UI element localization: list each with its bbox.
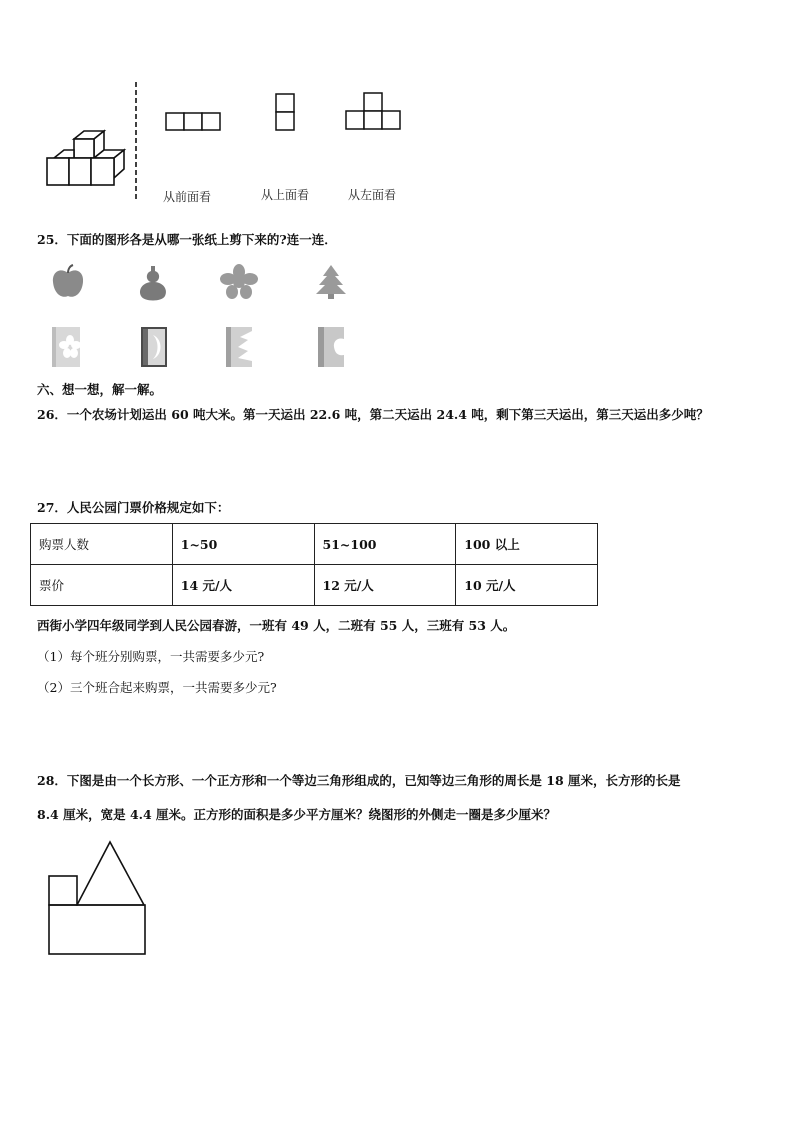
paper-with-moon-hole-icon [141,327,167,367]
table-cell: 14 元/人 [172,565,314,606]
question-27-description: 西街小学四年级同学到人民公园春游，一班有 49 人，二班有 55 人，三班有 53 人。 [37,618,516,633]
question-25: 25．下面的图形各是从哪一张纸上剪下来的?连一连． [37,232,337,247]
table-row [31,524,598,565]
table-cell: 票价 [31,565,173,606]
table-cell: 购票人数 [31,524,173,565]
front-view-figure [165,112,222,131]
question-28-line-2: 8.4 厘米，宽是 4.4 厘米。正方形的面积是多少平方厘米？绕图形的外侧走一圈是多少厘米？ [37,807,557,822]
left-view-figure [345,92,403,130]
table-cell: 12 元/人 [314,565,456,606]
table-cell: 100 以上 [456,524,598,565]
question-27-part-1: （1）每个班分别购票，一共需要多少元? [37,649,265,664]
apple-cutout-icon [50,264,86,300]
cube-stack-figure [44,128,126,190]
ticket-price-table [30,523,598,606]
table-cell: 51~100 [314,524,456,565]
front-view-label: 从前面看 [163,190,212,204]
top-view-figure [275,93,295,131]
question-27-part-2: （2）三个班合起来购票，一共需要多少元? [37,680,277,695]
gourd-cutout-icon [135,264,171,302]
tree-cutout-icon [314,264,348,300]
flower-cutout-icon [220,264,258,300]
dashed-divider [134,82,138,200]
question-26: 26．一个农场计划运出 60 吨大米。第一天运出 22.6 吨，第二天运出 24.4 吨，剩下第三天运出，第三天运出多少吨？ [37,407,709,422]
composite-shape-figure [48,840,150,958]
table-row [31,565,598,606]
left-view-label: 从左面看 [348,188,397,202]
top-view-label: 从上面看 [261,188,310,202]
paper-with-apple-hole-icon [318,327,344,367]
paper-with-tree-hole-icon [226,327,252,367]
paper-with-flower-hole-icon [52,327,80,367]
section-title: 六、想一想，解一解。 [37,382,163,397]
table-cell: 10 元/人 [456,565,598,606]
question-28-line-1: 28．下图是由一个长方形、一个正方形和一个等边三角形组成的，已知等边三角形的周长是 18 厘米，长方形的长是 [37,773,681,788]
question-27-intro: 27．人民公园门票价格规定如下： [37,500,230,515]
table-cell: 1~50 [172,524,314,565]
